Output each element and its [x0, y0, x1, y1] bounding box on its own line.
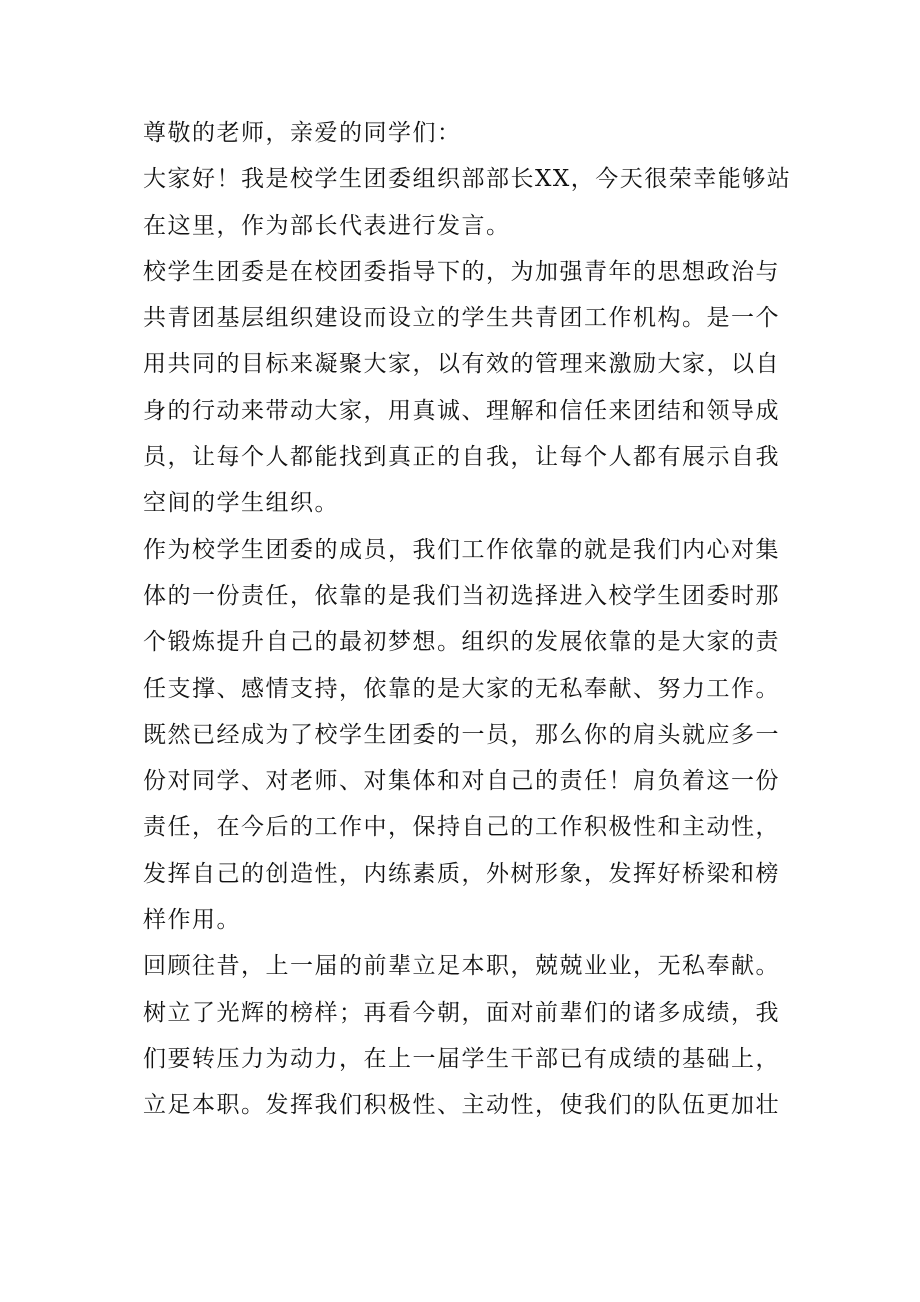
text-line: 既然已经成为了校学生团委的一员，那么你的肩头就应多一: [143, 721, 780, 748]
text-line: 空间的学生组织。: [143, 490, 339, 517]
text-line: 样作用。: [143, 907, 241, 934]
text-line: 用共同的目标来凝聚大家，以有效的管理来激励大家，以自: [143, 351, 780, 378]
text-line: 体的一份责任，依靠的是我们当初选择进入校学生团委时那: [143, 582, 780, 609]
text-line: 个锻炼提升自己的最初梦想。组织的发展依靠的是大家的责: [143, 629, 780, 656]
text-line: 尊敬的老师，亲爱的同学们：: [143, 120, 462, 146]
text-line: 回顾往昔，上一届的前辈立足本职，兢兢业业，无私奉献。: [143, 953, 780, 980]
text-line: 树立了光辉的榜样；再看今朝，面对前辈们的诸多成绩，我: [143, 999, 780, 1026]
text-line: 责任，在今后的工作中，保持自己的工作积极性和主动性，: [143, 814, 780, 841]
text-line: 们要转压力为动力，在上一届学生干部已有成绩的基础上，: [143, 1045, 780, 1072]
text-line: 共青团基层组织建设而设立的学生共青团工作机构。是一个: [143, 305, 780, 332]
text-line: 在这里，作为部长代表进行发言。: [143, 212, 511, 239]
text-line: 身的行动来带动大家，用真诚、理解和信任来团结和领导成: [143, 397, 780, 424]
text-line: 员，让每个人都能找到真正的自我，让每个人都有展示自我: [143, 444, 780, 471]
text-line: 份对同学、对老师、对集体和对自己的责任！肩负着这一份: [143, 768, 780, 795]
text-line: 大家好！我是校学生团委组织部部长XX，今天很荣幸能够站: [143, 166, 792, 193]
speech-text: [143, 110, 823, 1129]
text-line: 任支撑、感情支持，依靠的是大家的无私奉献、努力工作。: [143, 675, 780, 702]
text-line: 立足本职。发挥我们积极性、主动性，使我们的队伍更加壮: [143, 1092, 780, 1119]
text-line: 校学生团委是在校团委指导下的，为加强青年的思想政治与: [143, 258, 780, 285]
text-line: 作为校学生团委的成员，我们工作依靠的就是我们内心对集: [143, 536, 780, 563]
text-line: 发挥自己的创造性，内练素质，外树形象，发挥好桥梁和榜: [143, 860, 780, 887]
